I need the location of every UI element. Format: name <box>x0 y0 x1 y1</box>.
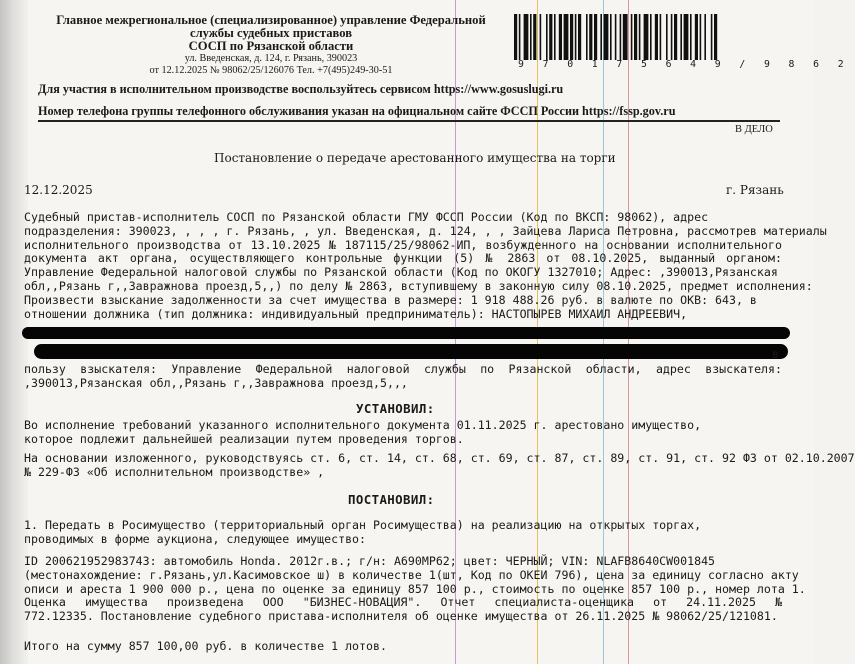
text-line: Произвести взыскание задолженности за счет имущества в размере: 1 918 488.26 руб. в валюте по ОКВ: 643, в <box>24 292 757 307</box>
barcode-bar <box>615 14 617 60</box>
established-paragraph <box>24 419 782 447</box>
document-city: г. Рязань <box>726 183 784 197</box>
barcode <box>514 14 786 60</box>
barcode-bar <box>644 14 649 60</box>
resolution-paragraph <box>24 519 782 547</box>
legal-basis-paragraph <box>24 451 855 480</box>
text-line: документа акт органа, осуществляющего контрольные функции (5) № 2863 от 08.10.2025, выданный органом: <box>24 251 782 266</box>
text-line: проводимых в форме аукциона, следующее имущество: <box>24 531 367 546</box>
text-line: Во исполнение требований указанного исполнительного документа 01.11.2025 г. арестовано имущество, <box>24 418 702 432</box>
barcode-bar <box>554 14 556 60</box>
text-line: 772.12335. Постановление судебного пристава-исполнителя об оценке имущества от 26.11.2025 № 98062/25/121081. <box>24 609 778 624</box>
barcode-bar <box>631 14 633 60</box>
barcode-bar <box>533 14 536 60</box>
text-line: которое подлежит дальнейшей реализации путем проведения торгов. <box>24 431 464 446</box>
total-line: Итого на сумму 857 100,00 руб. в количестве 1 лотов. <box>24 639 387 653</box>
document-title: Постановление о передаче арестованного имущества на торги <box>214 151 616 165</box>
gosuslugi-notice: Для участия в исполнительном производстве воспользуйтесь сервисом https://www.gosuslugi.ru <box>38 82 564 96</box>
barcode-bar <box>570 14 573 60</box>
barcode-bar <box>674 14 677 60</box>
preamble-paragraph <box>24 210 827 321</box>
section-heading-resolved: ПОСТАНОВИЛ: <box>348 492 435 507</box>
barcode-bar <box>711 14 713 60</box>
text-line: подразделения: 390023, , , , г. Рязань, , ул. Введенская, д. 124, , , Зайцева Лариса Петровна, рассмотрев материалы <box>24 223 827 238</box>
barcode-bar <box>655 14 658 60</box>
text-line: отношении должника (тип должника: индивидуальный предприниматель): НАСТОПЫРЕВ МИХАИЛ АНДРЕЕВИЧ, <box>24 306 688 321</box>
text-line: обл,,Рязань г,,Завражнова проезд,5,,) по делу № 2863, вступившему в законную силу 08.10.2025, предмет исполнения: <box>24 278 813 293</box>
barcode-bar <box>540 14 542 60</box>
barcode-bar <box>671 14 673 60</box>
text-line: ID 200621952983743: автомобиль Honda. 2012г.в.; г/н: А690МР62; цвет: ЧЕРНЫЙ; VIN: NLAFB8640CW001845 <box>24 554 716 568</box>
text-fragment: в <box>772 347 779 361</box>
document-number-line: от 12.12.2025 № 98062/25/126076 Тел. +7(495)249-30-51 <box>149 65 393 76</box>
barcode-bar <box>530 14 532 60</box>
barcode-bar <box>695 14 698 60</box>
barcode-bar <box>650 14 652 60</box>
barcode-bar <box>578 14 581 60</box>
barcode-bar <box>684 14 689 60</box>
barcode-bar <box>623 14 628 60</box>
barcode-bar <box>604 14 609 60</box>
barcode-bar <box>589 14 592 60</box>
barcode-bar <box>524 14 529 60</box>
barcode-bar <box>634 14 637 60</box>
text-line: пользу взыскателя: Управление Федеральной налоговой службы по Рязанской области, адрес взыскателя: <box>24 362 782 376</box>
barcode-bar <box>660 14 662 60</box>
barcode-bar <box>575 14 577 60</box>
barcode-bar <box>610 14 612 60</box>
barcode-bar <box>714 14 717 60</box>
issuer-address: ул. Введенская, д. 124, г. Рязань, 390023 <box>184 53 358 64</box>
barcode-bar <box>559 14 562 60</box>
redaction-bar <box>34 344 788 359</box>
barcode-bar <box>680 14 682 60</box>
text-line: Оценка имущества произведена ООО "БИЗНЕС-НОВАЦИЯ". Отчет специалиста-оценщика от 24.11.2025 № <box>24 595 782 610</box>
issuer-org-line: службы судебных приставов <box>190 26 352 40</box>
barcode-bar <box>620 14 622 60</box>
barcode-bar <box>666 14 668 60</box>
barcode-bar <box>549 14 552 60</box>
text-line: Управление Федеральной налоговой службы по Рязанской области (Код по ОКОГУ 1327010; Адрес: ,390013,Рязанская <box>24 265 778 280</box>
phone-notice: Номер телефона группы телефонного обслуживания указан на официальном сайте ФССП России https://fssp.gov.ru <box>38 104 676 118</box>
text-line: 1. Передать в Росимущество (территориальный орган Росимущества) на реализацию на открытых торгах, <box>24 518 702 532</box>
text-line: Судебный пристав-исполнитель СОСП по Рязанской области ГМУ ФССП России (Код по ВКСП: 98062), адрес <box>24 210 709 224</box>
barcode-bar <box>514 14 517 60</box>
barcode-bar <box>600 14 602 60</box>
claimant-paragraph <box>24 363 782 391</box>
issuer-org-line: СОСП по Рязанской области <box>188 39 354 53</box>
barcode-bar <box>639 14 641 60</box>
barcode-bar <box>690 14 692 60</box>
barcode-bar <box>586 14 588 60</box>
document-date: 12.12.2025 <box>24 183 93 197</box>
issuer-header <box>36 14 506 77</box>
barcode-bar <box>546 14 548 60</box>
case-stamp: В ДЕЛО <box>735 124 773 135</box>
barcode-bar <box>700 14 702 60</box>
text-line: описи и ареста 1 900 000 р., цена по оценке за единицу 857 100 р., стоимость по оценке 857 100 р., номер лота 1. <box>24 581 806 596</box>
barcode-bar <box>564 14 569 60</box>
header-rule <box>38 120 780 122</box>
redaction-bar <box>22 327 790 339</box>
barcode-number: 9 7 0 1 7 5 6 4 9 / 9 8 6 2 <box>518 59 851 70</box>
text-line: ,390013,Рязанская обл,,Рязань г,,Завражнова проезд,5,,, <box>24 375 408 390</box>
section-heading-established: УСТАНОВИЛ: <box>356 401 435 416</box>
issuer-org-line: Главное межрегиональное (специализированное) управление Федеральной <box>56 13 486 27</box>
property-description <box>24 554 806 624</box>
text-line: № 229-ФЗ «Об исполнительном производстве» , <box>24 464 325 479</box>
barcode-bar <box>519 14 521 60</box>
text-line: исполнительного производства от 13.10.2025 № 187115/25/98062-ИП, возбужденного на основании исполнительного <box>24 237 782 252</box>
barcode-bar <box>594 14 597 60</box>
text-line: (местонахождение: г.Рязань,ул.Касимовское ш) в количестве 1(шт, Код по ОКЕИ 796), цена за единицу согласно акту <box>24 567 799 582</box>
text-line: На основании изложенного, руководствуясь ст. 6, ст. 14, ст. 68, ст. 69, ст. 87, ст. 89, ст. 91, ст. 92 ФЗ от 02.10.2007 <box>24 451 855 465</box>
barcode-bar <box>704 14 706 60</box>
